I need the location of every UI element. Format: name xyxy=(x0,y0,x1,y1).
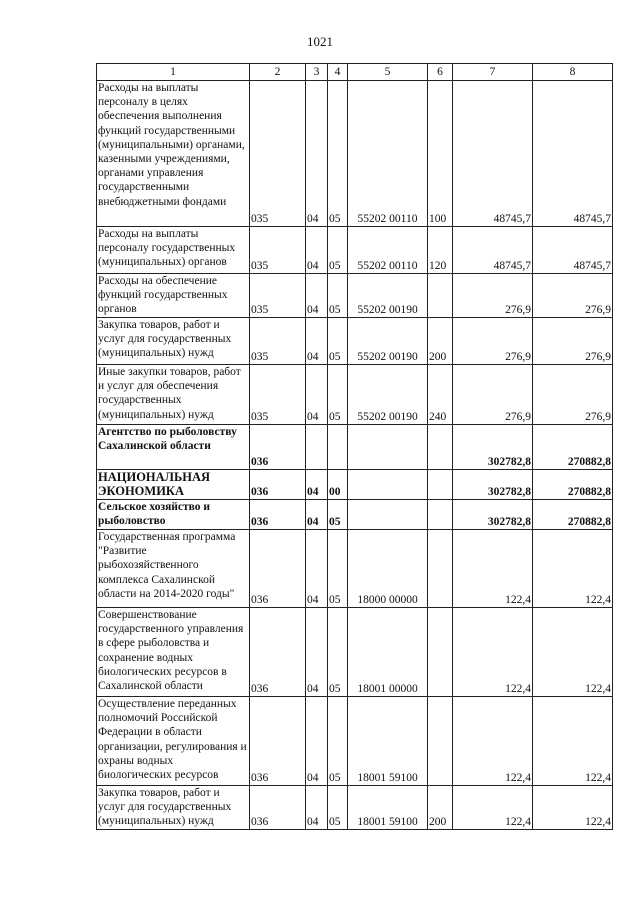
amount-2019-cell: 276,9 xyxy=(453,274,533,318)
table-row xyxy=(97,365,613,425)
amount-2020-cell: 122,4 xyxy=(533,530,613,608)
subsection-cell: 05 xyxy=(328,530,348,608)
subsection-cell: 05 xyxy=(328,81,348,227)
target-article-cell: 55202 00190 xyxy=(348,365,428,425)
amount-2019-cell: 276,9 xyxy=(453,318,533,365)
table-row xyxy=(97,470,613,500)
section-cell: 04 xyxy=(306,786,328,830)
amount-2019-cell: 48745,7 xyxy=(453,81,533,227)
table-row xyxy=(97,318,613,365)
amount-2020-cell: 276,9 xyxy=(533,274,613,318)
row-name-cell: Государственная программа "Развитие рыбохозяйственного комплекса Сахалинской области на 2014-2020 годы" xyxy=(97,530,250,608)
section-cell: 04 xyxy=(306,608,328,697)
table-row xyxy=(97,608,613,697)
amount-2019-cell: 122,4 xyxy=(453,786,533,830)
header-row xyxy=(97,64,613,81)
row-name-cell: Осуществление переданных полномочий Российской Федерации в области организации, регулирования и охраны водных биологических ресурсов xyxy=(97,697,250,786)
amount-2020-cell: 270882,8 xyxy=(533,470,613,500)
section-cell: 04 xyxy=(306,81,328,227)
table-row xyxy=(97,425,613,470)
expense-type-cell xyxy=(428,697,453,786)
code-cell: 035 xyxy=(250,365,306,425)
amount-2020-cell: 48745,7 xyxy=(533,227,613,274)
target-article-cell xyxy=(348,500,428,530)
subsection-cell: 05 xyxy=(328,227,348,274)
target-article-cell: 18001 00000 xyxy=(348,608,428,697)
amount-2019-cell: 48745,7 xyxy=(453,227,533,274)
header-cell: 6 xyxy=(428,64,453,81)
section-cell xyxy=(306,425,328,470)
amount-2020-cell: 122,4 xyxy=(533,697,613,786)
code-cell: 035 xyxy=(250,318,306,365)
table-row xyxy=(97,786,613,830)
code-cell: 035 xyxy=(250,227,306,274)
expense-type-cell xyxy=(428,425,453,470)
target-article-cell: 18001 59100 xyxy=(348,697,428,786)
section-cell: 04 xyxy=(306,530,328,608)
header-cell: 7 xyxy=(453,64,533,81)
subsection-cell: 05 xyxy=(328,365,348,425)
section-cell: 04 xyxy=(306,274,328,318)
code-cell: 036 xyxy=(250,425,306,470)
amount-2020-cell: 276,9 xyxy=(533,365,613,425)
amount-2020-cell: 48745,7 xyxy=(533,81,613,227)
amount-2020-cell: 122,4 xyxy=(533,608,613,697)
target-article-cell: 55202 00110 xyxy=(348,81,428,227)
header-cell: 8 xyxy=(533,64,613,81)
amount-2019-cell: 122,4 xyxy=(453,608,533,697)
row-name-cell: Закупка товаров, работ и услуг для государственных (муниципальных) нужд xyxy=(97,318,250,365)
target-article-cell: 55202 00190 xyxy=(348,318,428,365)
table-row xyxy=(97,81,613,227)
budget-table xyxy=(96,63,613,830)
row-name-cell: Расходы на выплаты персоналу государственных (муниципальных) органов xyxy=(97,227,250,274)
amount-2020-cell: 276,9 xyxy=(533,318,613,365)
header-cell: 5 xyxy=(348,64,428,81)
target-article-cell xyxy=(348,470,428,500)
code-cell: 036 xyxy=(250,608,306,697)
table-row xyxy=(97,274,613,318)
subsection-cell: 00 xyxy=(328,470,348,500)
target-article-cell: 55202 00110 xyxy=(348,227,428,274)
amount-2019-cell: 122,4 xyxy=(453,697,533,786)
row-name-cell: Совершенствование государственного управления в сфере рыболовства и сохранение водных биологических ресурсов в Сахалинской области xyxy=(97,608,250,697)
amount-2019-cell: 276,9 xyxy=(453,365,533,425)
subsection-cell: 05 xyxy=(328,608,348,697)
header-cell: 2 xyxy=(250,64,306,81)
expense-type-cell xyxy=(428,470,453,500)
row-name-cell: Агентство по рыболовству Сахалинской области xyxy=(97,425,250,470)
row-name-cell: НАЦИОНАЛЬНАЯ ЭКОНОМИКА xyxy=(97,470,250,500)
row-name-cell: Расходы на обеспечение функций государственных органов xyxy=(97,274,250,318)
expense-type-cell xyxy=(428,608,453,697)
code-cell: 035 xyxy=(250,81,306,227)
target-article-cell: 18000 00000 xyxy=(348,530,428,608)
row-name-cell: Сельское хозяйство и рыболовство xyxy=(97,500,250,530)
target-article-cell xyxy=(348,425,428,470)
row-name-cell: Иные закупки товаров, работ и услуг для обеспечения государственных (муниципальных) нужд xyxy=(97,365,250,425)
row-name-cell: Закупка товаров, работ и услуг для государственных (муниципальных) нужд xyxy=(97,786,250,830)
section-cell: 04 xyxy=(306,470,328,500)
amount-2019-cell: 302782,8 xyxy=(453,500,533,530)
amount-2020-cell: 270882,8 xyxy=(533,425,613,470)
section-cell: 04 xyxy=(306,500,328,530)
code-cell: 036 xyxy=(250,470,306,500)
header-cell: 4 xyxy=(328,64,348,81)
table-row xyxy=(97,530,613,608)
amount-2019-cell: 302782,8 xyxy=(453,425,533,470)
subsection-cell: 05 xyxy=(328,697,348,786)
page-number: 1021 xyxy=(307,34,333,49)
section-cell: 04 xyxy=(306,318,328,365)
code-cell: 036 xyxy=(250,500,306,530)
header-cell: 1 xyxy=(97,64,250,81)
expense-type-cell xyxy=(428,274,453,318)
section-cell: 04 xyxy=(306,697,328,786)
amount-2020-cell: 122,4 xyxy=(533,786,613,830)
expense-type-cell: 200 xyxy=(428,318,453,365)
amount-2019-cell: 302782,8 xyxy=(453,470,533,500)
expense-type-cell xyxy=(428,500,453,530)
code-cell: 035 xyxy=(250,274,306,318)
table-row xyxy=(97,500,613,530)
code-cell: 036 xyxy=(250,786,306,830)
expense-type-cell: 100 xyxy=(428,81,453,227)
expense-type-cell: 120 xyxy=(428,227,453,274)
amount-2019-cell: 122,4 xyxy=(453,530,533,608)
table-row xyxy=(97,697,613,786)
amount-2020-cell: 270882,8 xyxy=(533,500,613,530)
subsection-cell: 05 xyxy=(328,500,348,530)
expense-type-cell xyxy=(428,530,453,608)
table-row xyxy=(97,227,613,274)
section-cell: 04 xyxy=(306,365,328,425)
expense-type-cell: 240 xyxy=(428,365,453,425)
expense-type-cell: 200 xyxy=(428,786,453,830)
code-cell: 036 xyxy=(250,697,306,786)
target-article-cell: 55202 00190 xyxy=(348,274,428,318)
subsection-cell xyxy=(328,425,348,470)
section-cell: 04 xyxy=(306,227,328,274)
subsection-cell: 05 xyxy=(328,786,348,830)
code-cell: 036 xyxy=(250,530,306,608)
row-name-cell: Расходы на выплаты персоналу в целях обеспечения выполнения функций государственными (муниципальными) органами, казенными учреждениями, органами управления государственными внебюджетными фондами xyxy=(97,81,250,227)
target-article-cell: 18001 59100 xyxy=(348,786,428,830)
subsection-cell: 05 xyxy=(328,274,348,318)
header-cell: 3 xyxy=(306,64,328,81)
subsection-cell: 05 xyxy=(328,318,348,365)
